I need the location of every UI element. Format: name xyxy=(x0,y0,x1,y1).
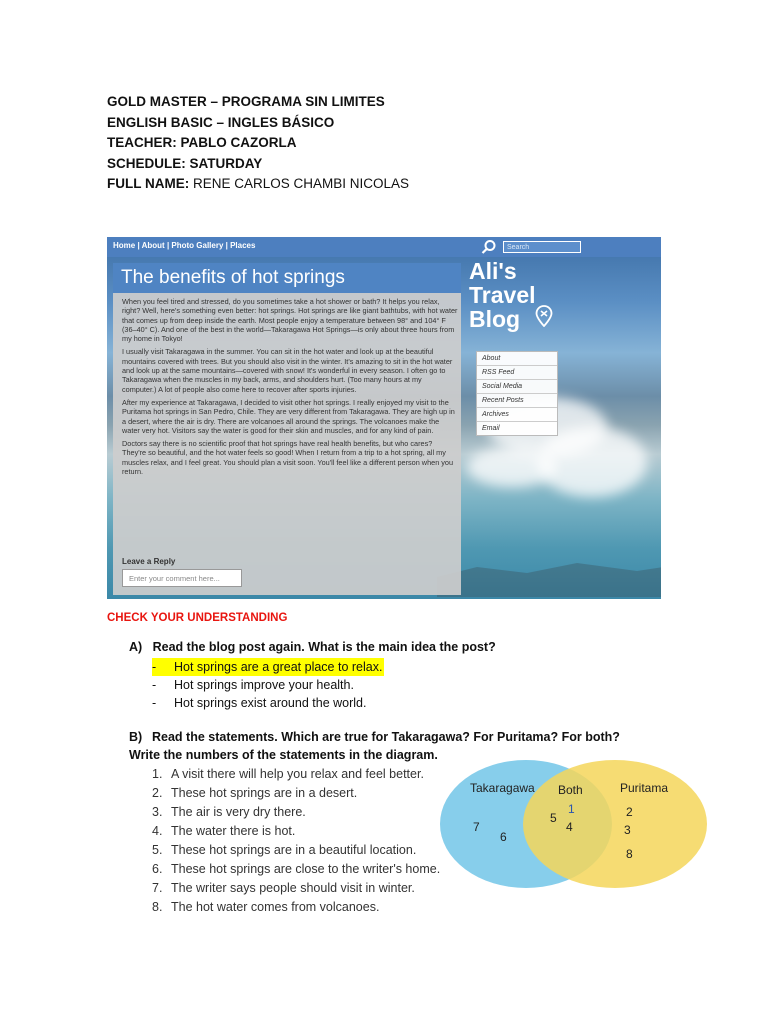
leave-reply-label: Leave a Reply xyxy=(122,557,176,566)
header-course: ENGLISH BASIC – INGLES BÁSICO xyxy=(107,114,335,130)
option-text: Hot springs are a great place to relax. xyxy=(174,660,383,674)
blog-screenshot xyxy=(107,237,661,599)
statement-number: 4. xyxy=(152,824,163,838)
comment-input[interactable]: Enter your comment here... xyxy=(122,569,242,587)
header-full-name xyxy=(107,174,409,195)
header-schedule: SCHEDULE: SATURDAY xyxy=(107,155,263,171)
article-title: The benefits of hot springs xyxy=(121,267,345,288)
question-a-options xyxy=(152,658,384,712)
venn-number: 5 xyxy=(550,811,557,825)
venn-number: 8 xyxy=(626,847,633,861)
blog-title xyxy=(469,259,536,331)
statement-text: The water there is hot. xyxy=(171,824,296,838)
statement-text: The air is very dry there. xyxy=(171,805,306,819)
question-a xyxy=(129,640,496,654)
statement-item xyxy=(152,765,440,784)
statement-text: These hot springs are in a beautiful location. xyxy=(171,843,417,857)
location-pin-icon xyxy=(535,305,553,327)
check-understanding-title: CHECK YOUR UNDERSTANDING xyxy=(107,612,288,624)
statement-number: 5. xyxy=(152,843,163,857)
article-title-bar xyxy=(113,263,461,293)
article-paragraph: Doctors say there is no scientific proof that hot springs have real health benefits, but who cares? They're so beautiful, and the hot water feels so good! When I return from a trip to a hot spring, all my muscles relax, and I feel great. You should plan a visit soon. You'll feel like a different person when you return. xyxy=(122,439,454,477)
statement-text: The writer says people should visit in winter. xyxy=(171,881,415,895)
option xyxy=(152,676,384,694)
option xyxy=(152,694,384,712)
option-dash: - xyxy=(152,678,157,692)
venn-diagram xyxy=(440,758,710,916)
blog-side-menu xyxy=(476,351,558,436)
landscape-illustration xyxy=(437,537,661,597)
statement-item xyxy=(152,803,440,822)
venn-number: 2 xyxy=(626,805,633,819)
side-menu-item-about[interactable]: About xyxy=(477,352,557,366)
venn-number: 1 xyxy=(568,802,575,816)
header-teacher: TEACHER: PABLO CAZORLA xyxy=(107,135,297,150)
venn-number: 3 xyxy=(624,823,631,837)
side-menu-item-recent[interactable]: Recent Posts xyxy=(477,394,557,408)
statement-item xyxy=(152,841,440,860)
question-b-text: Read the statements. Which are true for Takaragawa? For Puritama? For both? Write the numbers of the statements in the diagram. xyxy=(129,730,620,762)
blog-article xyxy=(113,263,461,595)
blog-title-line: Travel xyxy=(469,282,536,308)
venn-number: 7 xyxy=(473,820,480,834)
venn-label-puritama: Puritama xyxy=(620,781,669,795)
statement-number: 6. xyxy=(152,862,163,876)
article-paragraph: I usually visit Takaragawa in the summer. You can sit in the hot water and look up at the beautiful mountains covered with trees. But you should also visit in the winter. It's amazing to sit in the hot water and look up at the same mountains—covered with snow! It's wonderful in every season. I often go to Takaragawa when the muscles in my back, arms, and shoulders hurt. (Too many hours at my computer.) A lot of people also come here to recover after sports injuries. xyxy=(122,347,453,394)
side-menu-item-social[interactable]: Social Media xyxy=(477,380,557,394)
blog-search-input[interactable]: Search xyxy=(503,241,581,253)
statement-list xyxy=(152,765,440,917)
article-paragraph: After my experience at Takaragawa, I decided to visit other hot springs. I really enjoyed my visit to the Puritama hot springs in San Pedro, Chile. They are very different from Takaragawa. They are high up in a desert, where the air is dry. There are volcanoes all around the springs. The volcanoes make the water very hot. Visitors say the water is good for their skin and muscles, and for any kind of pain. xyxy=(122,397,455,435)
venn-label-takaragawa: Takaragawa xyxy=(470,781,535,795)
venn-number: 6 xyxy=(500,830,507,844)
statement-number: 8. xyxy=(152,900,163,914)
venn-number: 4 xyxy=(566,820,573,834)
side-menu-item-archives[interactable]: Archives xyxy=(477,408,557,422)
statement-text: A visit there will help you relax and feel better. xyxy=(171,767,424,781)
article-paragraph: When you feel tired and stressed, do you sometimes take a hot shower or bath? It helps you relax, right? Well, here's something even better: hot springs. Hot springs are like giant bathtubs, with hot water that comes up from deep inside the earth. Most people enjoy a temperature between 98° and 104° F (36–40° C). And one of the best in the world—Takaragawa Hot Springs—is only about three hours from my home in Tokyo! xyxy=(122,297,458,344)
question-a-label: A) xyxy=(129,640,143,654)
header-block xyxy=(107,92,409,195)
statement-item xyxy=(152,784,440,803)
blog-title-line: Blog xyxy=(469,306,521,332)
statement-item xyxy=(152,860,440,879)
question-a-text: Read the blog post again. What is the main idea the post? xyxy=(152,640,496,654)
option-dash: - xyxy=(152,660,157,674)
statement-number: 1. xyxy=(152,767,163,781)
statement-number: 7. xyxy=(152,881,163,895)
header-program: GOLD MASTER – PROGRAMA SIN LIMITES xyxy=(107,94,385,109)
option-text: Hot springs exist around the world. xyxy=(174,696,367,710)
full-name-label: FULL NAME: xyxy=(107,176,190,191)
statement-text: These hot springs are close to the writer's home. xyxy=(171,862,441,876)
statement-item xyxy=(152,822,440,841)
full-name-value: RENE CARLOS CHAMBI NICOLAS xyxy=(193,176,410,191)
option-text: Hot springs improve your health. xyxy=(174,678,354,692)
question-b-label: B) xyxy=(129,730,143,744)
article-body xyxy=(122,297,458,480)
statement-item xyxy=(152,879,440,898)
steam-cloud xyxy=(467,447,557,487)
side-menu-item-rss[interactable]: RSS Feed xyxy=(477,366,557,380)
statement-item xyxy=(152,898,440,917)
venn-label-both: Both xyxy=(558,783,583,797)
statement-text: The hot water comes from volcanoes. xyxy=(171,900,380,914)
blog-title-line: Ali's xyxy=(469,258,517,284)
option-highlighted xyxy=(152,658,384,676)
option-dash: - xyxy=(152,696,157,710)
statement-number: 3. xyxy=(152,805,163,819)
statement-number: 2. xyxy=(152,786,163,800)
blog-nav-links[interactable]: Home | About | Photo Gallery | Places xyxy=(113,241,256,250)
side-menu-item-email[interactable]: Email xyxy=(482,425,500,432)
statement-text: These hot springs are in a desert. xyxy=(171,786,358,800)
search-icon[interactable] xyxy=(481,239,497,255)
